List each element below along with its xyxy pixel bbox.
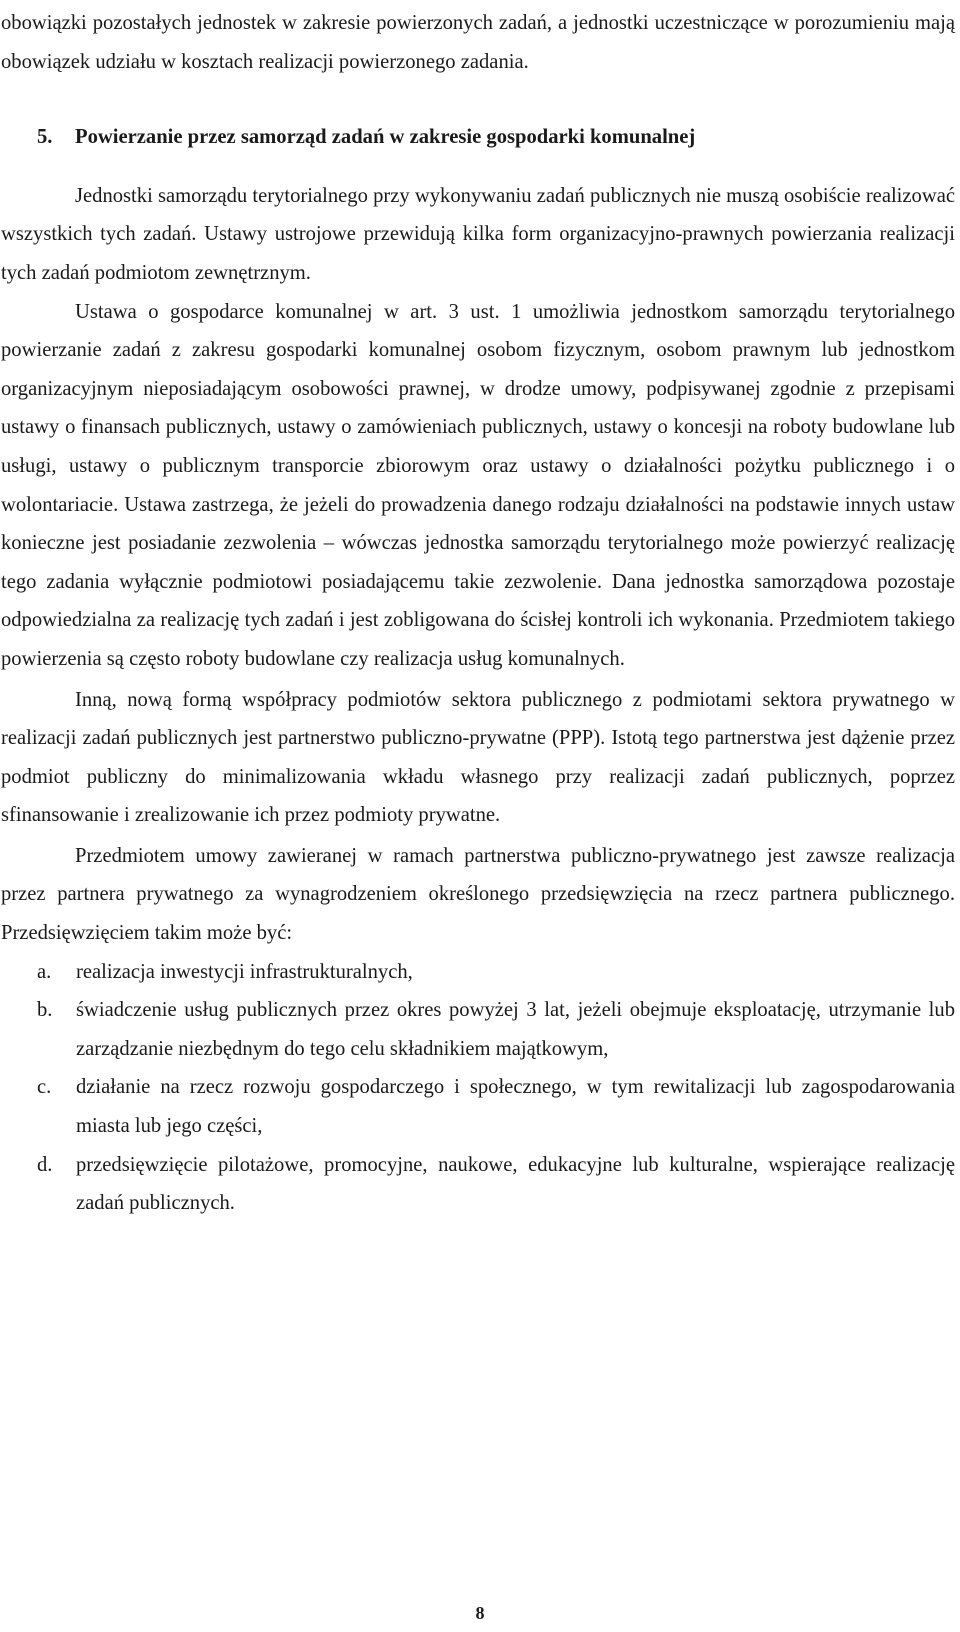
list-item	[1, 1146, 955, 1223]
section-heading	[1, 118, 955, 157]
list-marker: c.	[37, 1076, 52, 1099]
list-item-text: przedsięwzięcie pilotażowe, promocyjne, naukowe, edukacyjne lub kulturalne, wspierające realizację zadań publicznych.	[76, 1153, 955, 1215]
undertaking-list	[1, 953, 955, 1223]
list-marker: b.	[37, 999, 53, 1022]
list-item	[1, 991, 955, 1068]
page-number: 8	[475, 1603, 485, 1623]
section-title: Powierzanie przez samorząd zadań w zakresie gospodarki komunalnej	[75, 126, 696, 149]
intro-paragraph: obowiązki pozostałych jednostek w zakresie powierzonych zadań, a jednostki uczestniczące w porozumieniu mają obowiązek udziału w kosztach realizacji powierzonego zadania.	[1, 12, 955, 73]
list-item	[1, 1068, 955, 1145]
paragraph-1: Jednostki samorządu terytorialnego przy wykonywaniu zadań publicznych nie muszą osobiście realizować wszystkich tych zadań. Ustawy ustrojowe przewidują kilka form organizacyjno-prawnych powierzania realizacji tych zadań podmiotom zewnętrznym.	[1, 184, 955, 284]
paragraph-3: Inną, nową formą współpracy podmiotów sektora publicznego z podmiotami sektora prywatnego w realizacji zadań publicznych jest partnerstwo publiczno-prywatne (PPP). Istotą tego partnerstwa jest dążenie przez podmiot publiczny do minimalizowania wkładu własnego przy realizacji zadań publicznych, poprzez sfinansowanie i zrealizowanie ich przez podmioty prywatne.	[1, 688, 955, 827]
list-marker: d.	[37, 1153, 53, 1176]
page-content	[1, 4, 955, 1223]
paragraph-4: Przedmiotem umowy zawieranej w ramach partnerstwa publiczno-prywatnego jest zawsze realizacja przez partnera prywatnego za wynagrodzeniem określonego przedsięwzięcia na rzecz partnera publicznego. Przedsięwzięciem takim może być:	[1, 844, 955, 945]
section-number: 5.	[37, 126, 53, 149]
list-marker: a.	[37, 960, 52, 983]
list-item-text: świadczenie usług publicznych przez okres powyżej 3 lat, jeżeli obejmuje eksploatację, utrzymanie lub zarządzanie niezbędnym do tego celu składnikiem majątkowym,	[76, 999, 955, 1060]
list-item-text: realizacja inwestycji infrastrukturalnych,	[76, 960, 413, 983]
list-item-text: działanie na rzecz rozwoju gospodarczego i społecznego, w tym rewitalizacji lub zagospodarowania miasta lub jego części,	[76, 1076, 955, 1138]
list-item	[1, 953, 955, 992]
paragraph-2: Ustawa o gospodarce komunalnej w art. 3 ust. 1 umożliwia jednostkom samorządu terytorialnego powierzanie zadań z zakresu gospodarki komunalnej osobom fizycznym, osobom prawnym lub jednostkom organizacyjnym nieposiadającym osobowości prawnej, w drodze umowy, podpisywanej zgodnie z przepisami ustawy o finansach publicznych, ustawy o zamówieniach publicznych, ustawy o koncesji na roboty budowlane lub usługi, ustawy o publicznym transporcie zbiorowym oraz ustawy o działalności pożytku publicznego i o wolontariacie. Ustawa zastrzega, że jeżeli do prowadzenia danego rodzaju działalności na podstawie innych ustaw konieczne jest posiadanie zezwolenia – wówczas jednostka samorządu terytorialnego może powierzyć realizację tego zadania wyłącznie podmiotowi posiadającemu takie zezwolenie. Dana jednostka samorządowa pozostaje odpowiedzialna za realizację tych zadań i jest zobligowana do ścisłej kontroli ich wykonania. Przedmiotem takiego powierzenia są często roboty budowlane czy realizacja usług komunalnych.	[1, 300, 955, 670]
